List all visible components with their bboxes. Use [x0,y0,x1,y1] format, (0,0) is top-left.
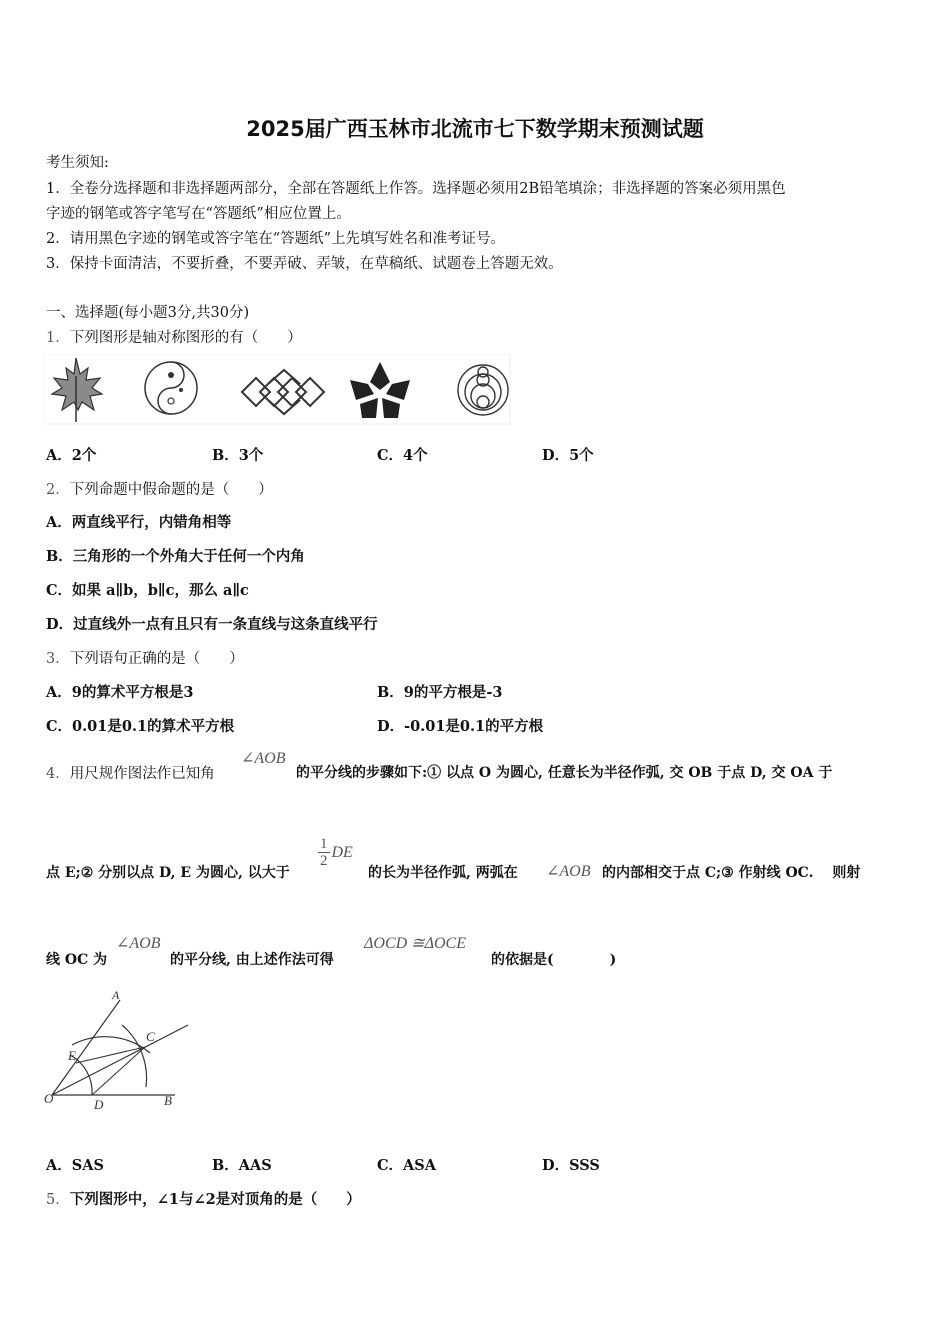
q4-text: 的平分线, 由上述作法可得 [170,952,334,968]
congruence-statement: ΔOCD ≅ΔOCE [364,935,466,952]
q4-text: 的平分线的步骤如下:① 以点 O 为圆心, 任意长为半径作弧, 交 OB 于点 D, 交 OA 于 [296,765,833,781]
label-d: D [94,1097,104,1112]
question-number: 2． [46,482,70,498]
question-number: 1． [46,330,70,346]
question-1 [46,326,302,347]
question-4-line-3: 线 OC 为 [46,952,108,968]
angle-aob-symbol: ∠AOB [241,750,286,767]
notice-item-1: 1．全卷分选择题和非选择题两部分，全部在答题纸上作答。选择题必须用2B铅笔填涂；非选择题的答案必须用黑色 [46,181,786,197]
question-3 [46,647,244,668]
concentric-circles-icon [458,365,508,415]
question-number: 4． [46,766,70,782]
fraction [318,836,330,869]
q4-text: 的内部相交于点 C;③ 作射线 OC. 则射 [602,865,861,881]
question-stem: 下列图形是轴对称图形的有（ ） [69,330,302,346]
q4-text: 的长为半径作弧, 两弧在 [368,865,518,881]
label-e: E [68,1048,76,1063]
label-c: C [146,1029,155,1044]
q4-text: 用尺规作图法作已知角 [69,766,215,782]
question-4-line-1 [46,762,215,783]
pentagon-star-icon [350,362,410,418]
segment-de: DE [331,843,353,861]
q4-construction-figure [40,985,200,1115]
q3-option-b[interactable]: B．9的平方根是-3 [377,684,503,701]
question-5 [46,1188,361,1209]
angle-aob-symbol: ∠AOB [546,863,591,880]
label-b: B [164,1093,172,1108]
q3-option-a[interactable]: A．9的算术平方根是3 [46,684,194,701]
q2-option-c[interactable]: C．如果 a∥b，b∥c，那么 a∥c [46,582,249,599]
label-a: A [112,988,120,1002]
q3-option-c[interactable]: C．0.01是0.1的算术平方根 [46,718,235,735]
q4-text: 的依据是( ) [491,952,617,968]
q1-option-b[interactable]: B．3个 [212,447,264,464]
maple-leaf-icon [52,358,102,422]
q2-option-a[interactable]: A．两直线平行，内错角相等 [46,514,232,531]
q4-option-b[interactable]: B．AAS [212,1157,272,1174]
question-number: 5． [46,1192,70,1208]
q2-option-b[interactable]: B．三角形的一个外角大于任何一个内角 [46,548,305,565]
page-title: 2025届广西玉林市北流市七下数学期末预测试题 [246,117,704,141]
section-heading: 一、选择题(每小题3分,共30分) [46,305,250,321]
q1-figures [44,354,512,426]
q4-option-c[interactable]: C．ASA [377,1157,437,1174]
question-number: 3． [46,651,70,667]
notice-item-2: 2．请用黑色字迹的钢笔或答字笔在“答题纸”上先填写姓名和准考证号。 [46,231,506,247]
knot-pattern-icon [242,370,324,414]
notice-heading: 考生须知: [46,155,109,171]
q1-option-a[interactable]: A．2个 [46,447,97,464]
question-stem: 下列图形中，∠1与∠2是对顶角的是（ ） [69,1191,361,1208]
question-2 [46,478,273,499]
yin-yang-icon [145,362,197,414]
label-o: O [44,1091,54,1106]
question-stem: 下列语句正确的是（ ） [69,651,244,667]
q2-option-d[interactable]: D．过直线外一点有且只有一条直线与这条直线平行 [46,616,378,633]
notice-item-3: 3．保持卡面清洁，不要折叠，不要弄破、弄皱，在草稿纸、试题卷上答题无效。 [46,256,563,272]
angle-aob-symbol: ∠AOB [116,935,161,952]
fraction-denominator: 2 [320,853,328,869]
fraction-numerator: 1 [320,836,328,852]
q1-option-d[interactable]: D．5个 [542,447,594,464]
q4-option-a[interactable]: A．SAS [46,1157,104,1174]
q3-option-d[interactable]: D．-0.01是0.1的平方根 [377,718,544,735]
notice-item-1-cont: 字迹的钢笔或答字笔写在“答题纸”相应位置上。 [46,206,351,222]
question-4-line-2: 点 E;② 分别以点 D, E 为圆心, 以大于 [46,865,290,881]
fraction-half-de [318,836,353,869]
question-stem: 下列命题中假命题的是（ ） [69,482,273,498]
q4-option-d[interactable]: D．SSS [542,1157,600,1174]
q1-option-c[interactable]: C．4个 [377,447,428,464]
